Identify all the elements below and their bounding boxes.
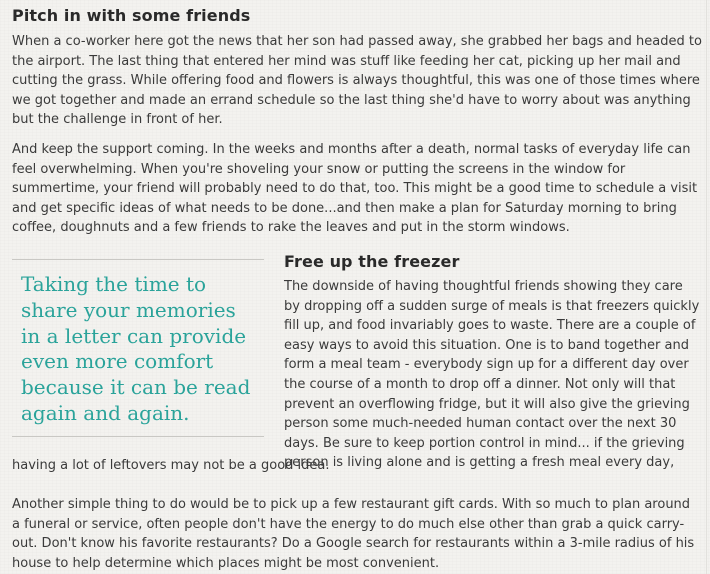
pull-quote-text: Taking the time to share your memories in a letter can provide even more comfort because it can be read again and again. [21, 272, 251, 425]
section-heading-free-up-freezer: Free up the freezer [284, 252, 460, 271]
paragraph-gift-cards: Another simple thing to do would be to pick up a few restaurant gift cards. With so much to plan around a funeral or service, often people don't have the energy to do much else other than grab a quick carry-out. Don't know his favorite restaurants? Do a Google search for restaurants within a 3-mile radius of his house to help determine which places might be most convenient. [12, 497, 695, 571]
paragraph-keep-support: And keep the support coming. In the weeks and months after a death, normal tasks of everyday life can feel overwhelming. When you're shoveling your snow or putting the screens in the window for summertime, your friend will probably need to do that, too. This might be a good time to schedule a visit and get specific ideas of what needs to be done...and then make a plan for Saturday morning to bring coffee, doughnuts and a few friends to rake the leaves and put in the storm windows. [12, 142, 698, 236]
paragraph-freezer-part1: The downside of having thoughtful friends showing they care by dropping off a sudden surge of meals is that freezers quickly fill up, and food invariably goes to waste. There are a couple of easy ways to avoid this situation. One is to band together and form a meal team - everybody sign up for a different day over the course of a month to drop off a dinner. Not only will that prevent an overflowing fridge, but it will also give the grieving person some much-needed human contact over the next 30 days. Be sure to keep portion control in mind... if the grieving person is living alone and is getting a fresh meal every day, [284, 279, 700, 471]
paragraph-freezer-part2: having a lot of leftovers may not be a good idea. [12, 458, 330, 473]
pull-quote [12, 259, 264, 437]
paragraph-coworker-story: When a co-worker here got the news that her son had passed away, she grabbed her bags and headed to the airport. The last thing that entered her mind was stuff like feeding her cat, picking up her mail and cutting the grass. While offering food and flowers is always thoughtful, this was one of those times where we got together and made an errand schedule so the last thing she'd have to worry about was anything but the challenge in front of her. [12, 34, 702, 128]
section-heading-pitch-in: Pitch in with some friends [12, 6, 251, 25]
